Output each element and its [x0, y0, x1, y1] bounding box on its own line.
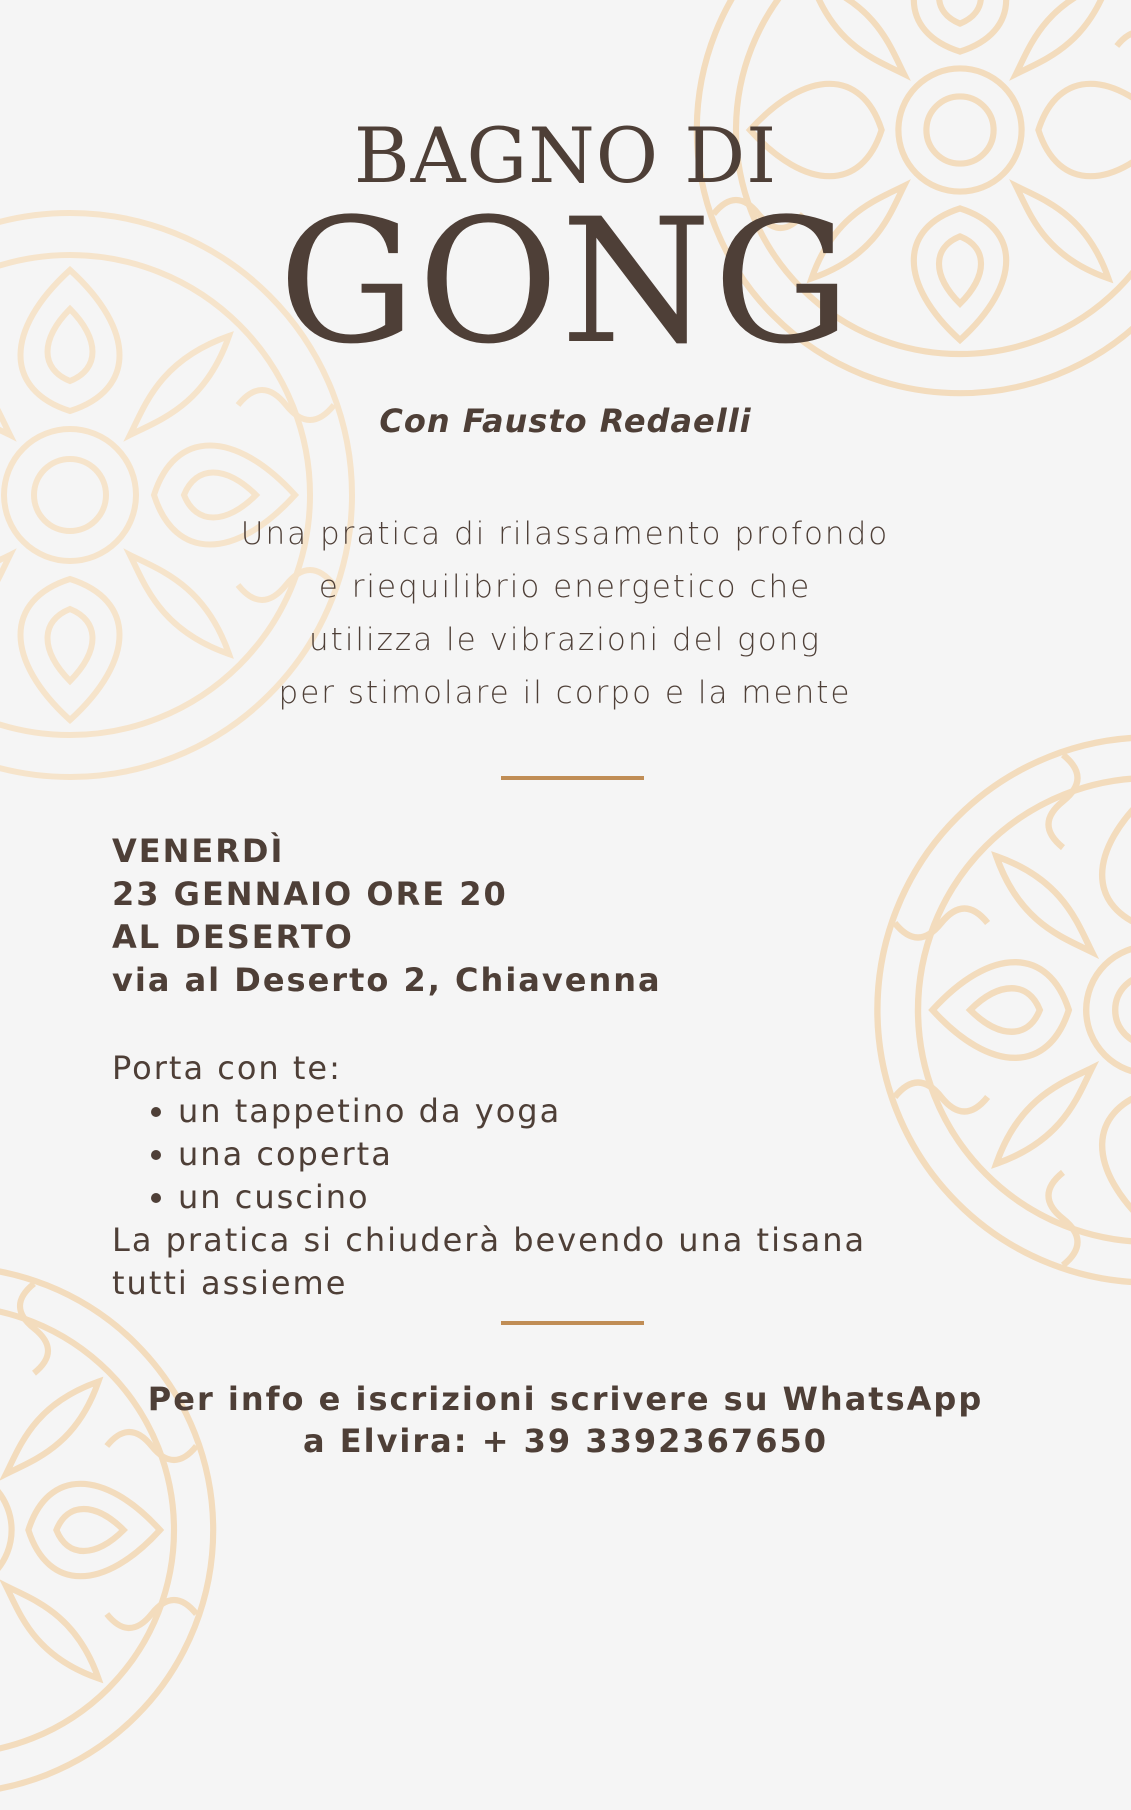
bring-list [112, 1090, 866, 1219]
bring-closing-line-2: tutti assieme [112, 1264, 348, 1302]
subtitle: Con Fausto Redaelli [379, 402, 752, 440]
title-line-1: BAGNO DI [353, 111, 778, 200]
bring-closing-line-1: La pratica si chiuderà bevendo una tisana [112, 1221, 867, 1259]
mandala-ornament-icon [860, 720, 1131, 1300]
contact-line-1: Per info e iscrizioni scrivere su WhatsApp [147, 1380, 984, 1418]
title-line-2: GONG [278, 181, 853, 382]
description-line: utilizza le vibrazioni del gong [309, 622, 821, 658]
event-address: via al Deserto 2, Chiavenna [112, 961, 662, 999]
bring-intro: Porta con te: [112, 1049, 342, 1087]
divider [501, 1321, 644, 1325]
mandala-ornament-icon [0, 1250, 230, 1810]
event-details [112, 830, 662, 1002]
contact-info [0, 1378, 1131, 1462]
event-venue: AL DESERTO [112, 918, 354, 956]
event-date-time: 23 GENNAIO ORE 20 [112, 875, 508, 913]
list-item: • una coperta [178, 1133, 866, 1176]
description-line: Una pratica di rilassamento profondo [240, 516, 890, 552]
description-line: per stimolare il corpo e la mente [278, 675, 852, 711]
contact-line-2: a Elvira: + 39 3392367650 [303, 1422, 828, 1460]
description [170, 508, 960, 720]
bring-section [112, 1047, 866, 1305]
divider [501, 776, 644, 780]
event-day: VENERDÌ [112, 832, 285, 870]
list-item: • un tappetino da yoga [178, 1090, 866, 1133]
description-line: e riequilibrio energetico che [318, 569, 812, 605]
list-item: • un cuscino [178, 1176, 866, 1219]
